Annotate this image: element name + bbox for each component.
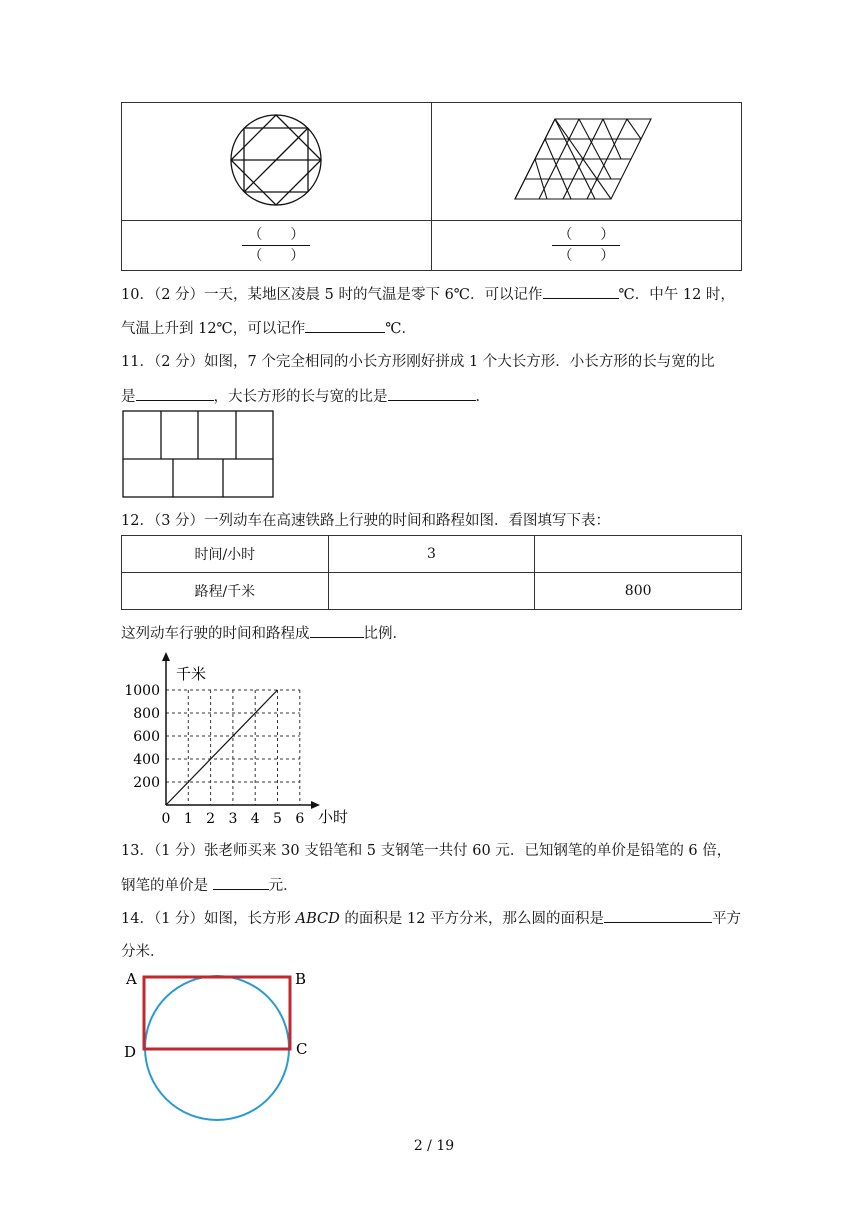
fraction-denominator: （ ）: [558, 248, 615, 264]
divided-circle-figure: [226, 110, 326, 210]
q13-line1: 13．（1 分）张老师买来 30 支铅笔和 5 支钢笔一共付 60 元．已知钢笔的单价是铅笔的 6 倍，: [121, 843, 732, 859]
q14-text-b: 的面积是 12 平方分米，那么圆的面积是: [339, 911, 605, 927]
q12-text-a: 这列动车行驶的时间和路程成: [121, 626, 310, 642]
q14-text-c: 平方: [712, 911, 742, 927]
rectangle-abcd: [144, 977, 290, 1049]
table-cell-distance-1[interactable]: [328, 573, 535, 610]
table-cell-distance-2: 800: [535, 573, 742, 610]
vertex-label-b: B: [295, 970, 307, 988]
triangle-grid-parallelogram-figure: [511, 115, 661, 205]
vertex-label-d: D: [124, 1043, 137, 1061]
y-tick-label: 200: [133, 775, 160, 791]
q10-answer-blank-2[interactable]: [305, 316, 385, 333]
rectangles-tiling-figure: [122, 410, 274, 498]
rectangle-circle-figure: [118, 964, 318, 1124]
series-line: [166, 690, 278, 805]
table-header-distance: 路程/千米: [122, 573, 329, 610]
q10-line1: [121, 282, 735, 304]
q14-answer-blank[interactable]: [604, 906, 712, 923]
q11-text-a: 是: [121, 389, 136, 405]
time-distance-table: [121, 535, 742, 610]
q14-text-a: 14．（1 分）如图，长方形: [121, 911, 296, 927]
x-tick-label: 2: [206, 811, 216, 827]
q12-answer-blank[interactable]: [310, 621, 364, 638]
parallelogram-figure-cell: [431, 103, 741, 221]
fraction-denominator: （ ）: [248, 248, 305, 264]
x-tick-label: 0: [161, 811, 171, 827]
y-axis-label: 千米: [176, 665, 207, 683]
fraction-cell-left: [122, 221, 432, 271]
q12-line1: 12．（3 分）一列动车在高速铁路上行驶的时间和路程如图．看图填写下表：: [121, 513, 611, 529]
q12-text-b: 比例．: [363, 626, 407, 642]
y-axis-arrow: [162, 652, 170, 661]
q14-rect-name: ABCD: [295, 911, 340, 927]
q11-line2: [121, 384, 490, 406]
y-tick-label: 1000: [124, 683, 160, 699]
x-axis-label: 小时: [318, 808, 349, 826]
x-tick-label: 6: [295, 811, 305, 827]
q14-line2: 分米．: [121, 944, 165, 960]
q10-text-d: ℃．: [385, 321, 417, 337]
y-tick-label: 800: [133, 706, 160, 722]
fraction-left: [242, 227, 310, 264]
x-tick-label: 1: [183, 811, 193, 827]
table-cell-time-2[interactable]: [535, 536, 742, 573]
circle-figure-cell: [122, 103, 432, 221]
q10-text-b: ℃．中午 12 时，: [618, 287, 735, 303]
table-cell-time-1: 3: [328, 536, 535, 573]
vertex-label-a: A: [126, 970, 137, 988]
q13-answer-blank[interactable]: [213, 873, 269, 890]
q10-line2: [121, 316, 416, 338]
q10-answer-blank-1[interactable]: [543, 282, 619, 299]
fraction-numerator: （ ）: [242, 227, 310, 246]
table-header-time: 时间/小时: [122, 536, 329, 573]
q10-text-c: 气温上升到 12℃，可以记作: [121, 321, 306, 337]
q14-line1: [121, 906, 741, 928]
x-tick-label: 4: [250, 811, 260, 827]
page-number: 2 / 19: [413, 1138, 455, 1154]
q11-text-b: ，大长方形的长与宽的比是: [213, 389, 388, 405]
time-distance-chart: [118, 650, 363, 828]
y-tick-label: 400: [133, 752, 160, 768]
fraction-right: [552, 227, 620, 264]
q13-line2: [121, 873, 298, 895]
vertex-label-c: C: [296, 1040, 308, 1058]
fraction-cell-right: [431, 221, 741, 271]
x-tick-label: 3: [228, 811, 238, 827]
q13-text-a: 钢笔的单价是: [121, 878, 213, 894]
q10-text-a: 10．（2 分）一天，某地区凌晨 5 时的气温是零下 6℃．可以记作: [121, 287, 543, 303]
q13-text-b: 元．: [268, 878, 298, 894]
x-tick-label: 5: [273, 811, 282, 827]
q11-answer-blank-1[interactable]: [136, 384, 214, 401]
y-tick-label: 600: [133, 729, 160, 745]
q11-text-c: ．: [475, 389, 490, 405]
q12-line2: [121, 621, 407, 643]
figure-table: [121, 102, 742, 271]
q11-line1: 11．（2 分）如图，7 个完全相同的小长方形刚好拼成 1 个大长方形．小长方形的长与宽的比: [121, 354, 715, 370]
fraction-numerator: （ ）: [552, 227, 620, 246]
q11-answer-blank-2[interactable]: [388, 384, 476, 401]
